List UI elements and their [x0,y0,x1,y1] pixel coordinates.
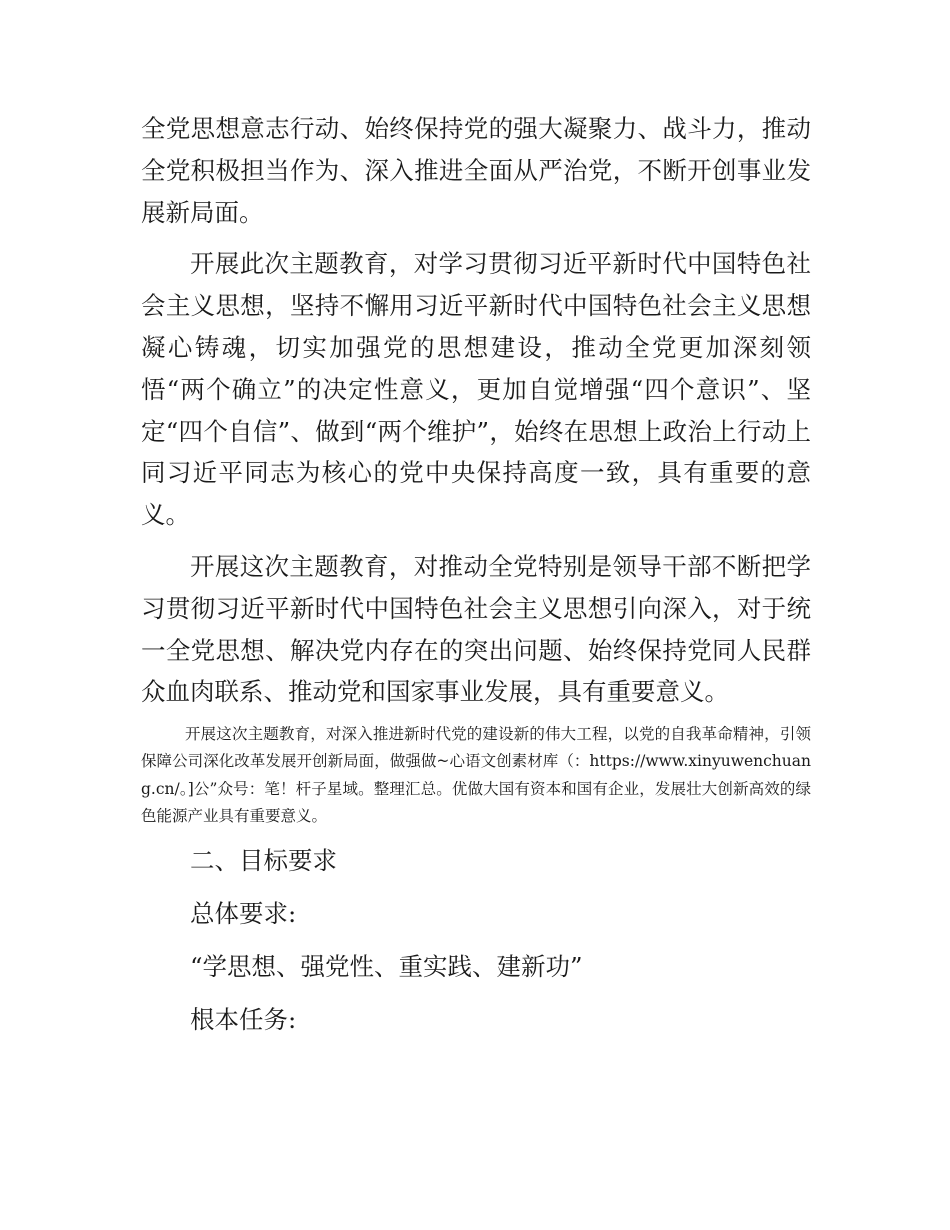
overall-requirements-label: 总体要求: [190,899,297,929]
document-body [141,108,811,1035]
small-paragraph: 开展这次主题教育，对深入推进新时代党的建设新的伟大工程，以党的自我革命精神，引领保障公司深化改革发展开创新局面，做强做~心语文创素材库（：https://www.xinyuwenchuang.cn/。]公”众号：笔！杆子星域。整理汇总。优做大国有资本和国有企业，发展壮大创新高效的绿色能源产业具有重要意义。 [141,725,811,826]
section-heading: 二、目标要求 [190,846,337,876]
paragraph-2: 开展此次主题教育，对学习贯彻习近平新时代中国特色社会主义思想，坚持不懈用习近平新时代中国特色社会主义思想凝心铸魂，切实加强党的思想建设，推动全党更加深刻领悟“两个确立”的决定性意义，更加自觉增强“四个意识”、坚定“四个自信”、做到“两个维护”，始终在思想上政治上行动上同习近平同志为核心的党中央保持高度一致，具有重要的意义。 [141,249,811,530]
overall-requirements-slogan: “学思想、强党性、重实践、建新功” [190,952,583,982]
fundamental-task-label: 根本任务: [190,1005,297,1035]
paragraph-3: 开展这次主题教育，对推动全党特别是领导干部不断把学习贯彻习近平新时代中国特色社会主义思想引向深入，对于统一全党思想、解决党内存在的突出问题、始终保持党同人民群众血肉联系、推动党和国家事业发展，具有重要意义。 [141,551,811,707]
paragraph-1: 全党思想意志行动、始终保持党的强大凝聚力、战斗力，推动全党积极担当作为、深入推进全面从严治党，不断开创事业发展新局面。 [141,114,811,227]
